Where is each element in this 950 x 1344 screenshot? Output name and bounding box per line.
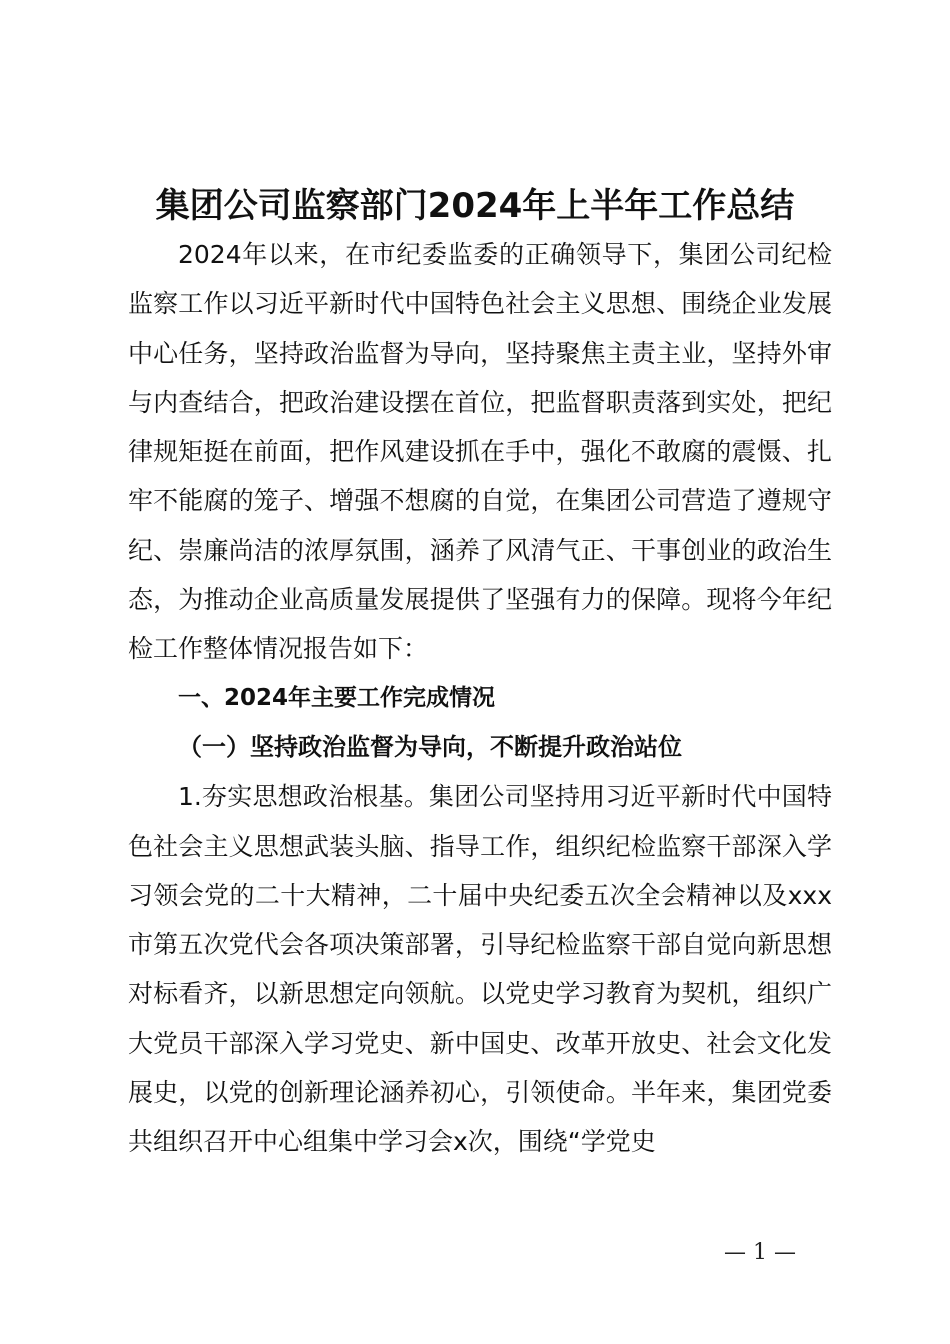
intro-paragraph: 2024年以来，在市纪委监委的正确领导下，集团公司纪检监察工作以习近平新时代中国特色社会主义思想、围绕企业发展中心任务，坚持政治监督为导向，坚持聚焦主责主业，坚持外审与内查结合，把政治建设摆在首位，把监督职责落到实处，把纪律规矩挺在前面，把作风建设抓在手中，强化不敢腐的震慑、扎牢不能腐的笼子、增强不想腐的自觉，在集团公司营造了遵规守纪、崇廉尚洁的浓厚氛围，涵养了风清气正、干事创业的政治生态，为推动企业高质量发展提供了坚强有力的保障。现将今年纪检工作整体情况报告如下： (128, 240, 832, 664)
section-heading: 一、2024年主要工作完成情况 (178, 684, 496, 711)
item-paragraph: 1.夯实思想政治根基。集团公司坚持用习近平新时代中国特色社会主义思想武装头脑、指导工作，组织纪检监察干部深入学习领会党的二十大精神，二十届中央纪委五次全会精神以及xxx市第五次党代会各项决策部署，引导纪检监察干部自觉向新思想对标看齐，以新思想定向领航。以党史学习教育为契机，组织广大党员干部深入学习党史、新中国史、改革开放史、社会文化发展史，以党的创新理论涵养初心，引领使命。半年来，集团党委共组织召开中心组集中学习会x次，围绕“学党史 (128, 782, 832, 1157)
page-number: — 1 — (724, 1240, 796, 1265)
subsection-heading: （一）坚持政治监督为导向，不断提升政治站位 (178, 732, 682, 761)
document-body (128, 230, 832, 1167)
document-title: 集团公司监察部门2024年上半年工作总结 (155, 186, 795, 226)
